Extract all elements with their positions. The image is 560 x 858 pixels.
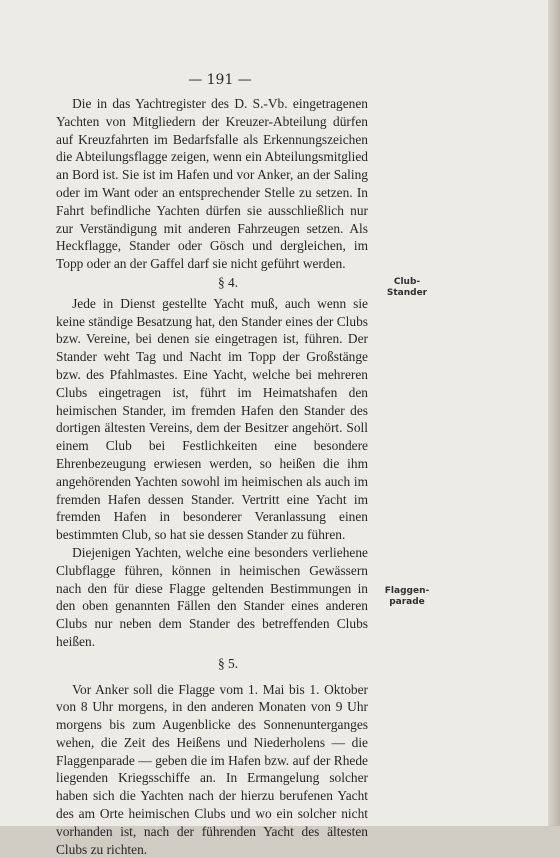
paragraph-club-stander: Jede in Dienst gestellte Yacht muß, auch wenn sie keine ständige Besatzung hat, den Stander eines der Clubs bzw. Vereine, bei denen sie eingetragen ist, führen. Der Stander weht Tag und Nacht im Topp der Großstänge bzw. des Pfahlmastes. Eine Yacht, welche bei mehreren Clubs eingetragen ist, führt im Heimatshafen den heimischen Stander, im fremden Hafen den Stander des dortigen ältesten Vereins, dem der Besitzer angehört. Soll einem Club bei Festlichkeiten eine besondere Ehrenbezeugung erwiesen werden, so heißen die ihm angehörenden Yachten sowohl im heimischen als auch im fremden Hafen dessen Stander. Vertritt eine Yacht im fremden Hafen in besonderer Veranlassung einen bestimmten Club, so hat sie dessen Stander zu führen. (56, 295, 368, 544)
margin-note-club-stander (380, 277, 434, 299)
page-number: — 191 — (0, 72, 440, 88)
page-edge-shadow (548, 0, 560, 826)
section-heading-5: § 5. (56, 655, 368, 673)
margin-note-flaggenparade (380, 586, 434, 608)
paragraph-abteilungsflagge: Die in das Yachtregister des D. S.-Vb. eingetragenen Yachten von Mitgliedern der Kreuzer-Abteilung dürfen auf Kreuzfahrten im Bedarfsfalle als Erkennungszeichen die Abteilungsflagge zeigen, wenn ein Abteilungsmitglied an Bord ist. Sie ist im Hafen und vor Anker, an der Saling oder im Want oder an entsprechender Stelle zu setzen. In Fahrt befindliche Yachten dürfen sie ausschließlich nur zur Verständigung mit anderen Fahrzeugen setzen. Als Heckflagge, Stander oder Gösch und dergleichen, im Topp oder an der Gaffel darf sie nicht geführt werden. (56, 95, 368, 273)
margin-note-club-stander-text: Club- Stander (387, 277, 427, 298)
margin-note-flaggenparade-text: Flaggen- parade (385, 586, 429, 607)
section-heading-4: § 4. (56, 274, 368, 292)
paragraph-flaggenparade: Vor Anker soll die Flagge vom 1. Mai bis 1. Oktober von 8 Uhr morgens, in den anderen Monaten von 9 Uhr morgens bis zum Augenblicke des Sonnenunterganges wehen, die Zeit des Heißens und Niederholens — die Flaggenparade — geben die im Hafen bzw. auf der Rhede liegenden Kriegsschiffe an. In Ermangelung solcher haben sich die Yachten nach der hierzu berufenen Yacht des am Orte heimischen Clubs und wo ein solcher nicht vorhanden ist, nach der führenden Yacht des ältesten Clubs zu richten. (56, 681, 368, 858)
page-body (56, 95, 368, 858)
paragraph-clubflagge: Diejenigen Yachten, welche eine besonders verliehene Clubflagge führen, können in heimischen Gewässern nach den für diese Flagge geltenden Bestimmungen in den oben genannten Fällen den Stander eines anderen Clubs nur neben dem Stander des betreffenden Clubs heißen. (56, 544, 368, 651)
